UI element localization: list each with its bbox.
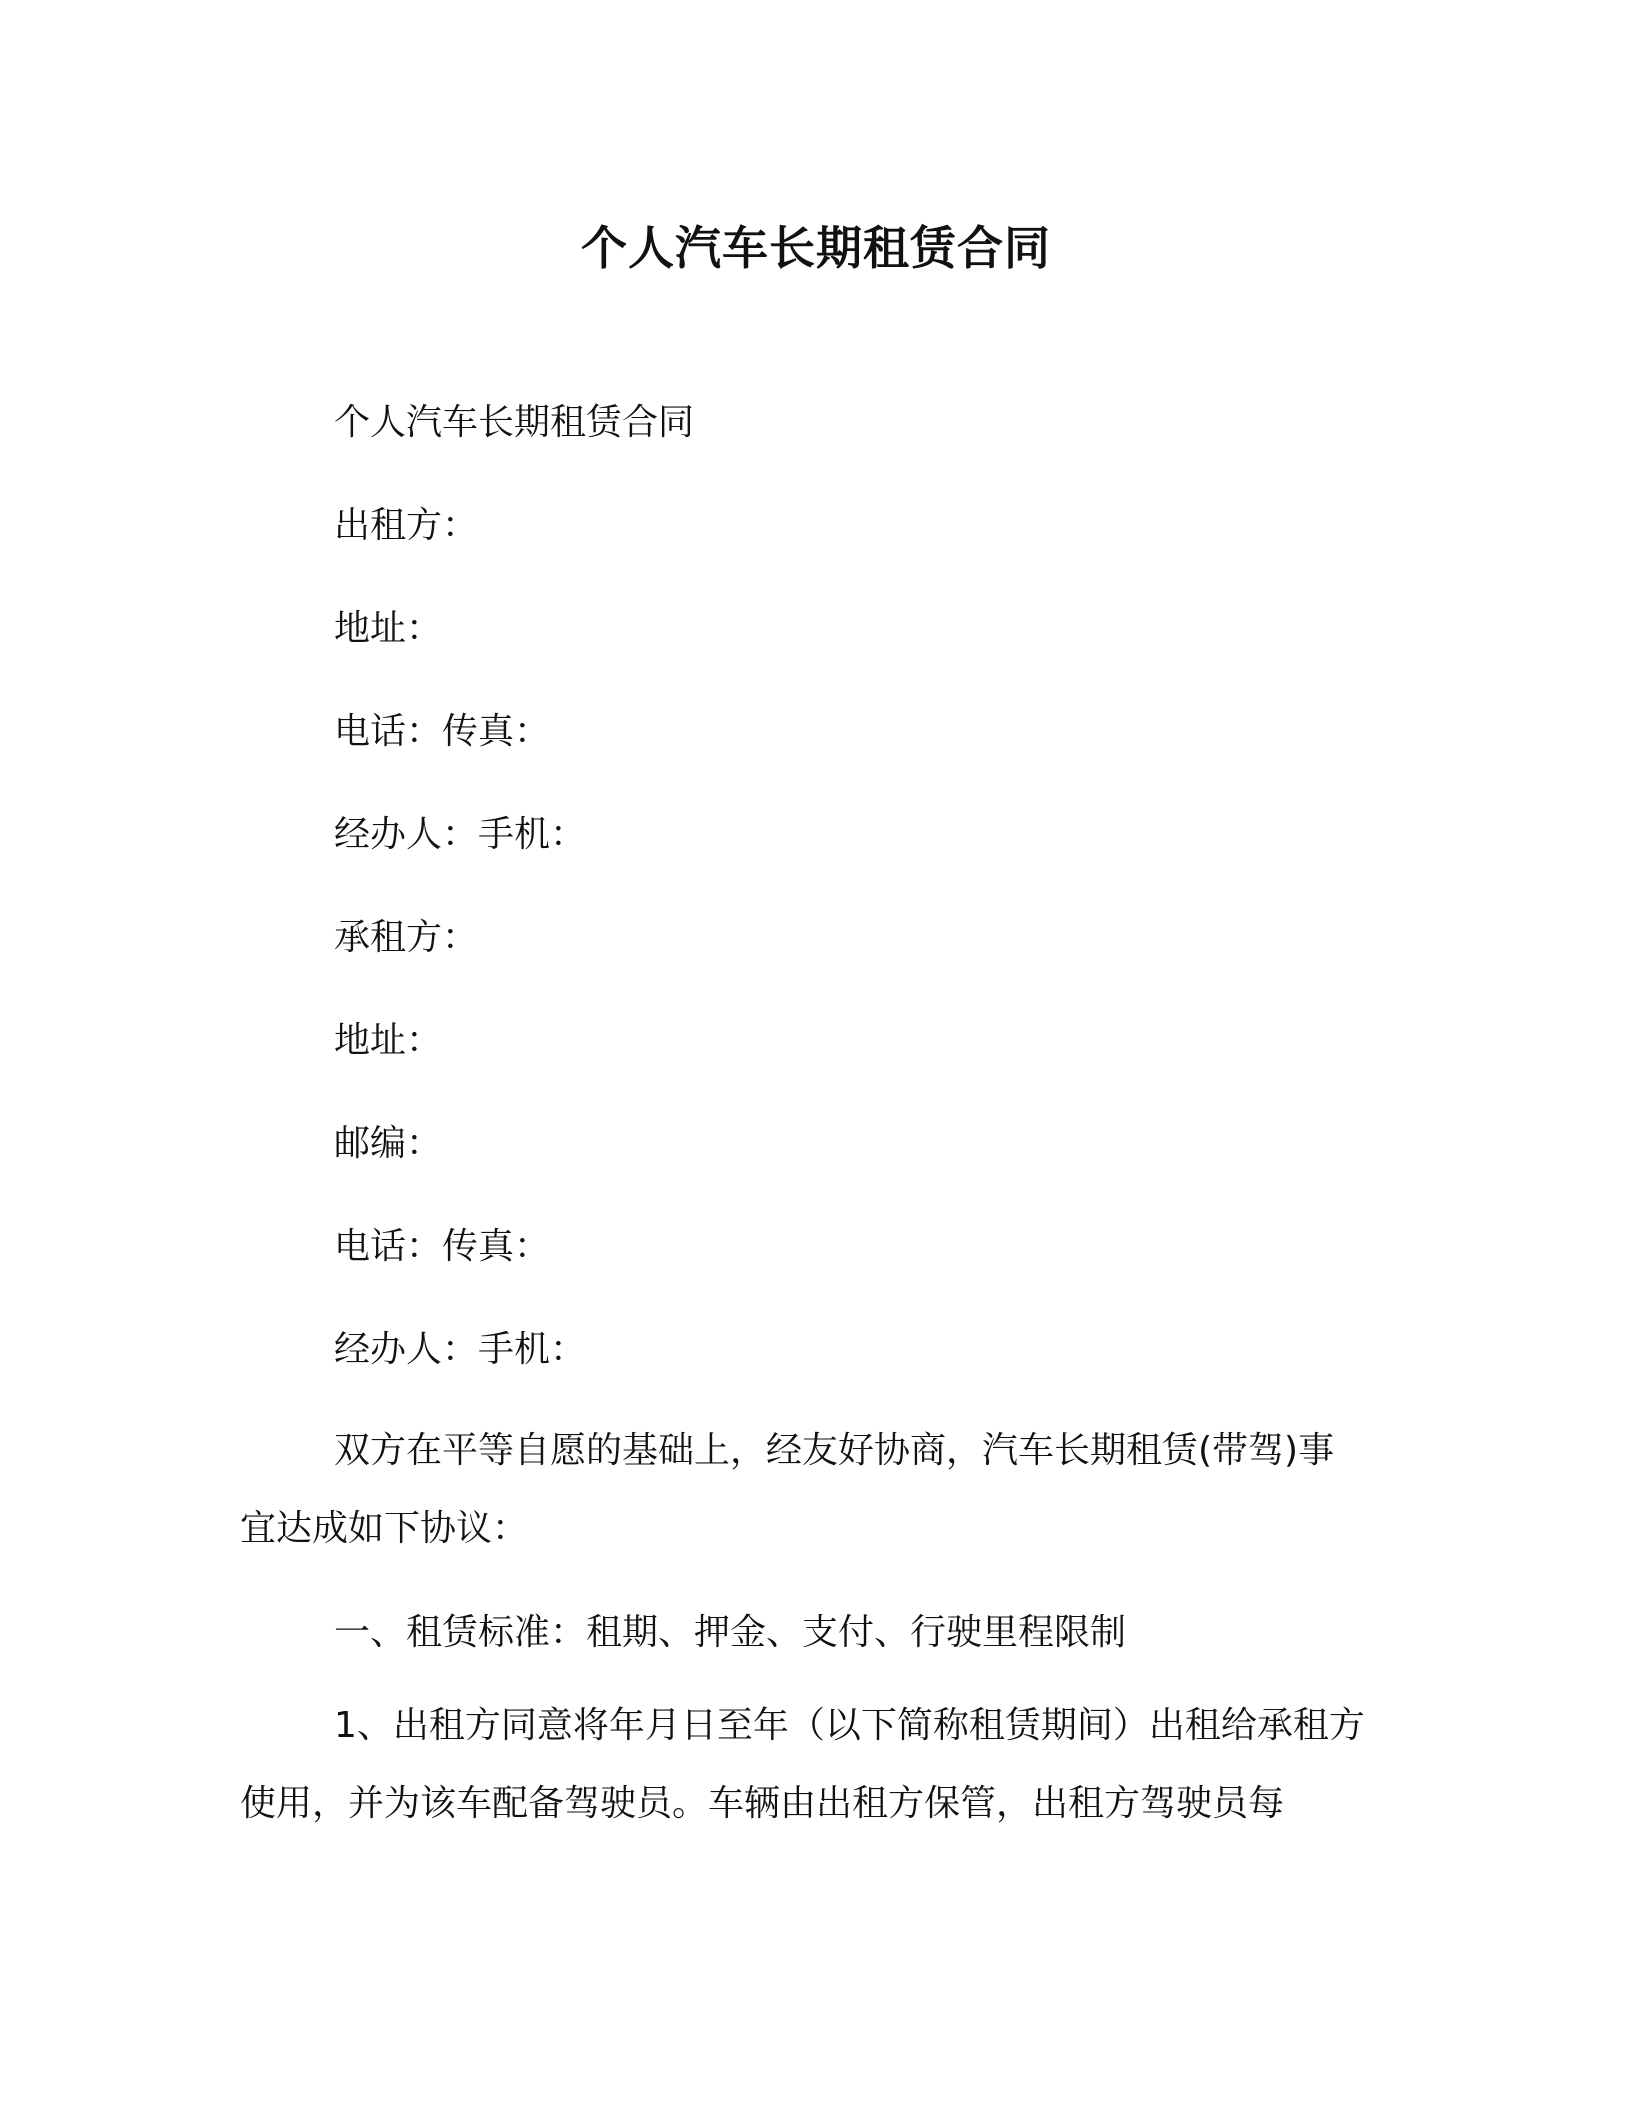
lessor-address-label: 地址：	[334, 608, 443, 649]
lessor-label: 出租方：	[334, 505, 479, 546]
lessee-label: 承租方：	[334, 917, 479, 958]
lessee-agent-mobile-label: 经办人：手机：	[334, 1329, 587, 1370]
contract-heading: 个人汽车长期租赁合同	[334, 402, 695, 443]
document-title: 个人汽车长期租赁合同	[581, 221, 1051, 275]
lessee-address-label: 地址：	[334, 1020, 443, 1061]
lessee-phone-fax-label: 电话：传真：	[334, 1226, 551, 1267]
preamble-paragraph: 双方在平等自愿的基础上，经友好协商，汽车长期租赁(带驾)事宜达成如下协议：	[240, 1430, 1335, 1549]
lessor-agent-mobile-label: 经办人：手机：	[334, 814, 587, 855]
clause-1-paragraph: 1、出租方同意将年月日至年（以下简称租赁期间）出租给承租方使用，并为该车配备驾驶员。车辆由出租方保管，出租方驾驶员每	[240, 1705, 1365, 1824]
section-1-heading: 一、租赁标准：租期、押金、支付、行驶里程限制	[334, 1612, 1127, 1653]
lessor-phone-fax-label: 电话：传真：	[334, 711, 551, 752]
lessee-postcode-label: 邮编：	[334, 1123, 443, 1164]
